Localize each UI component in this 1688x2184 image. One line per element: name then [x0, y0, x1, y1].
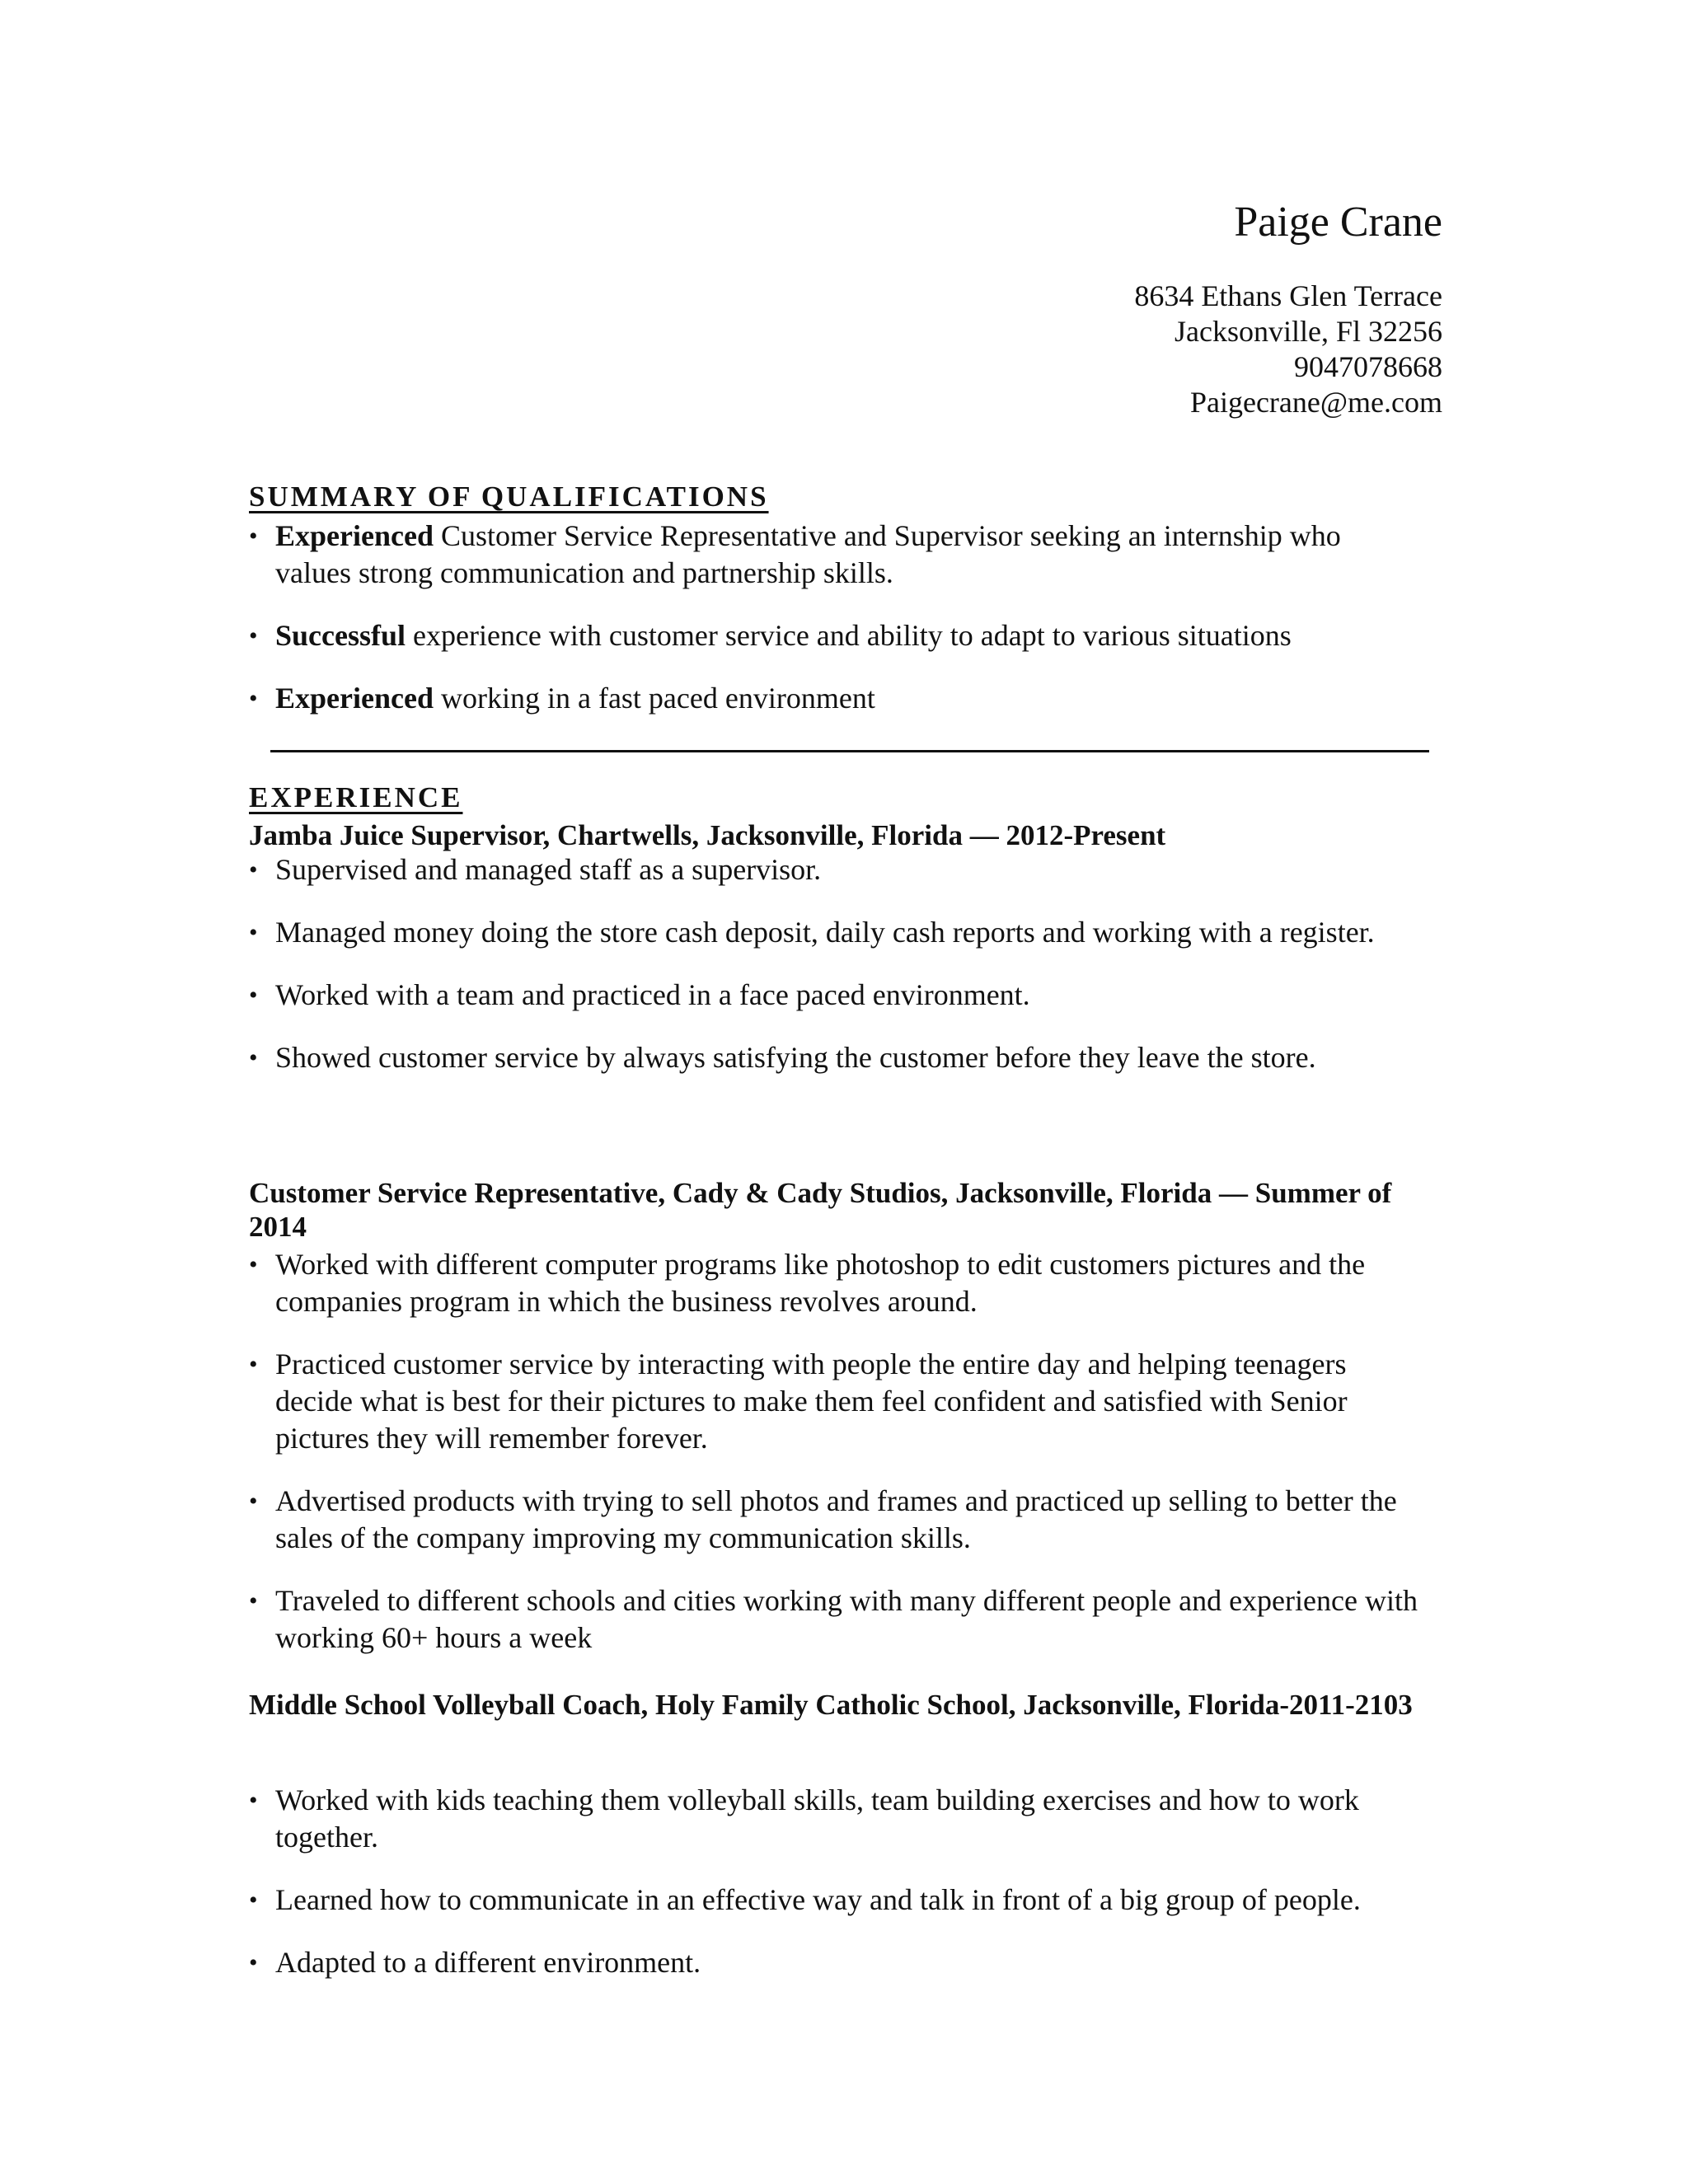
- summary-heading: SUMMARY OF QUALIFICATIONS: [249, 480, 769, 513]
- job-title: Middle School Volleyball Coach, Holy Family Catholic School, Jacksonville, Florida-2011-2103: [249, 1689, 1413, 1721]
- duty-item: [249, 1944, 1444, 1981]
- duty-text: Practiced customer service by interacting with people the entire day and helping teenagers decide what is best for their pictures to make them feel confident and satisfied with Senior pictures they will remember forever.: [275, 1347, 1348, 1455]
- duty-text: Adapted to a different environment.: [275, 1946, 701, 1979]
- email-address: Paigecrane@me.com: [1189, 386, 1442, 419]
- bullet-icon: •: [249, 919, 258, 946]
- duty-text: Worked with a team and practiced in a face paced environment.: [275, 978, 1030, 1011]
- bullet-icon: •: [249, 982, 258, 1009]
- duty-item: [249, 1782, 1444, 1856]
- bullet-icon: •: [249, 1949, 258, 1976]
- bullet-icon: •: [249, 1587, 258, 1615]
- summary-lead: Experienced: [275, 682, 434, 715]
- duty-item: [249, 1039, 1444, 1076]
- bullet-icon: •: [249, 1351, 258, 1378]
- section-divider: [270, 750, 1429, 752]
- address-line-2: Jacksonville, Fl 32256: [1175, 315, 1442, 348]
- duty-text: Showed customer service by always satisfying the customer before they leave the store.: [275, 1041, 1316, 1074]
- duty-text: Learned how to communicate in an effective way and talk in front of a big group of people.: [275, 1883, 1361, 1916]
- duty-text: Managed money doing the store cash deposit, daily cash reports and working with a register.: [275, 916, 1375, 949]
- candidate-name: Paige Crane: [1234, 199, 1442, 246]
- duty-text: Advertised products with trying to sell photos and frames and practiced up selling to better the sales of the company improving my communication skills.: [275, 1484, 1397, 1554]
- address-line-1: 8634 Ethans Glen Terrace: [1134, 279, 1442, 312]
- duty-item: [249, 1246, 1419, 1320]
- duty-text: Worked with different computer programs like photoshop to edit customers pictures and the companies program in which the business revolves around.: [275, 1248, 1366, 1318]
- phone-number: 9047078668: [1294, 350, 1442, 383]
- summary-lead: Successful: [275, 619, 406, 652]
- summary-item: [249, 518, 1419, 592]
- duty-text: Supervised and managed staff as a supervisor.: [275, 853, 822, 886]
- summary-item: [249, 617, 1419, 654]
- duty-item: [249, 1582, 1419, 1657]
- summary-list: [249, 518, 1419, 743]
- duty-text: Traveled to different schools and cities working with many different people and experience with working 60+ hours a week: [275, 1584, 1418, 1654]
- duty-item: [249, 1483, 1419, 1557]
- bullet-icon: •: [249, 1251, 258, 1278]
- duty-item: [249, 914, 1444, 951]
- bullet-icon: •: [249, 685, 258, 712]
- job-duties-list: [249, 1782, 1444, 2007]
- duty-item: [249, 1346, 1419, 1457]
- bullet-icon: •: [249, 1886, 258, 1914]
- bullet-icon: •: [249, 856, 258, 883]
- job-duties-list: [249, 1246, 1419, 1682]
- summary-item: [249, 680, 1419, 717]
- bullet-icon: •: [249, 1044, 258, 1071]
- job-title: Customer Service Representative, Cady & Cady Studios, Jacksonville, Florida — Summer of 2014: [249, 1177, 1392, 1243]
- duty-item: [249, 1882, 1444, 1919]
- duty-item: [249, 977, 1444, 1014]
- bullet-icon: •: [249, 1488, 258, 1515]
- summary-text: working in a fast paced environment: [433, 682, 875, 715]
- job-duties-list: [249, 851, 1444, 1102]
- job-title: Jamba Juice Supervisor, Chartwells, Jacksonville, Florida — 2012-Present: [249, 819, 1166, 851]
- duty-text: Worked with kids teaching them volleyball skills, team building exercises and how to work together.: [275, 1783, 1359, 1854]
- experience-heading: EXPERIENCE: [249, 781, 463, 813]
- bullet-icon: •: [249, 1787, 258, 1814]
- duty-item: [249, 851, 1444, 888]
- summary-lead: Experienced: [275, 519, 434, 552]
- bullet-icon: •: [249, 523, 258, 550]
- bullet-icon: •: [249, 622, 258, 649]
- summary-text: experience with customer service and ability to adapt to various situations: [406, 619, 1292, 652]
- contact-header: [1134, 196, 1442, 420]
- summary-text: Customer Service Representative and Supervisor seeking an internship who values strong communication and partnership skills.: [275, 519, 1341, 589]
